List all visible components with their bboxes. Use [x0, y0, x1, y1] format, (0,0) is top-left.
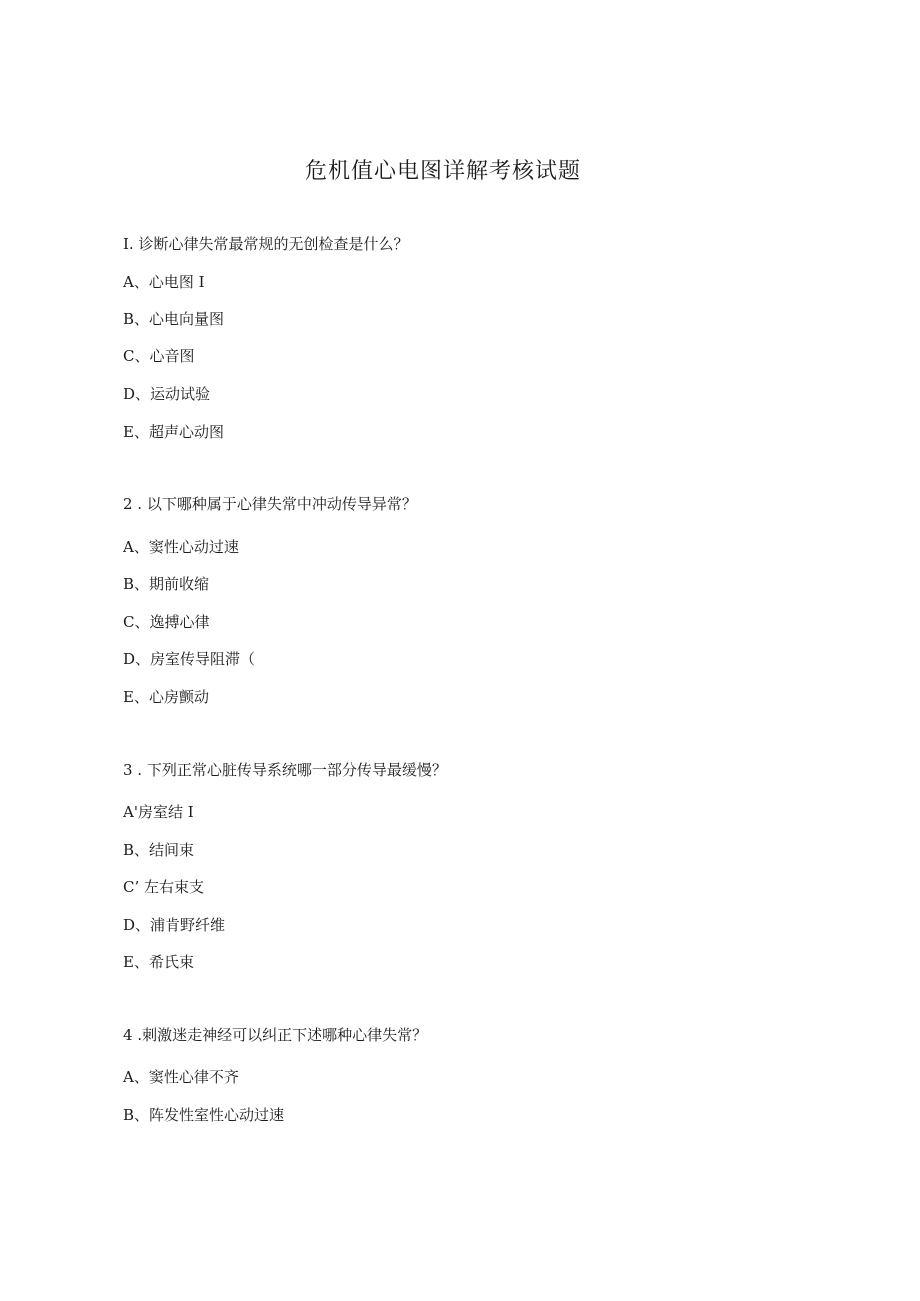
question-1-option-a: A、心电图 I [123, 273, 205, 291]
question-1-option-e: E、超声心动图 [123, 423, 224, 441]
question-1-option-d: D、运动试验 [123, 385, 211, 403]
question-1-stem: I. 诊断心律失常最常规的无创检查是什么？ [123, 235, 409, 253]
question-3-option-e: E、希氏束 [123, 953, 194, 971]
question-2-stem: 2 . 以下哪种属于心律失常中冲动传导异常？ [123, 495, 417, 513]
question-3-stem: 3 . 下列正常心脏传导系统哪一部分传导最缓慢？ [123, 761, 447, 779]
question-2-option-a: A、窦性心动过速 [123, 538, 239, 556]
question-2-option-c: C、逸搏心律 [123, 613, 210, 631]
question-1-option-b: B、心电向量图 [123, 310, 225, 328]
question-2-option-e: E、心房颤动 [123, 688, 209, 706]
question-4-stem: 4 .刺激迷走神经可以纠正下述哪种心律失常？ [123, 1026, 428, 1044]
question-4-option-a: A、窦性心律不齐 [123, 1068, 239, 1086]
question-3-option-c: C’ 左右束支 [123, 878, 205, 896]
document-title: 危机值心电图详解考核试题 [304, 159, 581, 184]
question-4-option-b: B、阵发性室性心动过速 [123, 1106, 285, 1124]
question-3-option-a: A'房室结 I [123, 803, 194, 821]
question-2-option-d: D、房室传导阻滞（ [123, 650, 256, 668]
question-3-option-d: D、浦肯野纤维 [123, 916, 226, 934]
question-2-option-b: B、期前收缩 [123, 575, 210, 593]
question-1-option-c: C、心音图 [123, 347, 195, 365]
question-3-option-b: B、结间束 [123, 841, 195, 859]
